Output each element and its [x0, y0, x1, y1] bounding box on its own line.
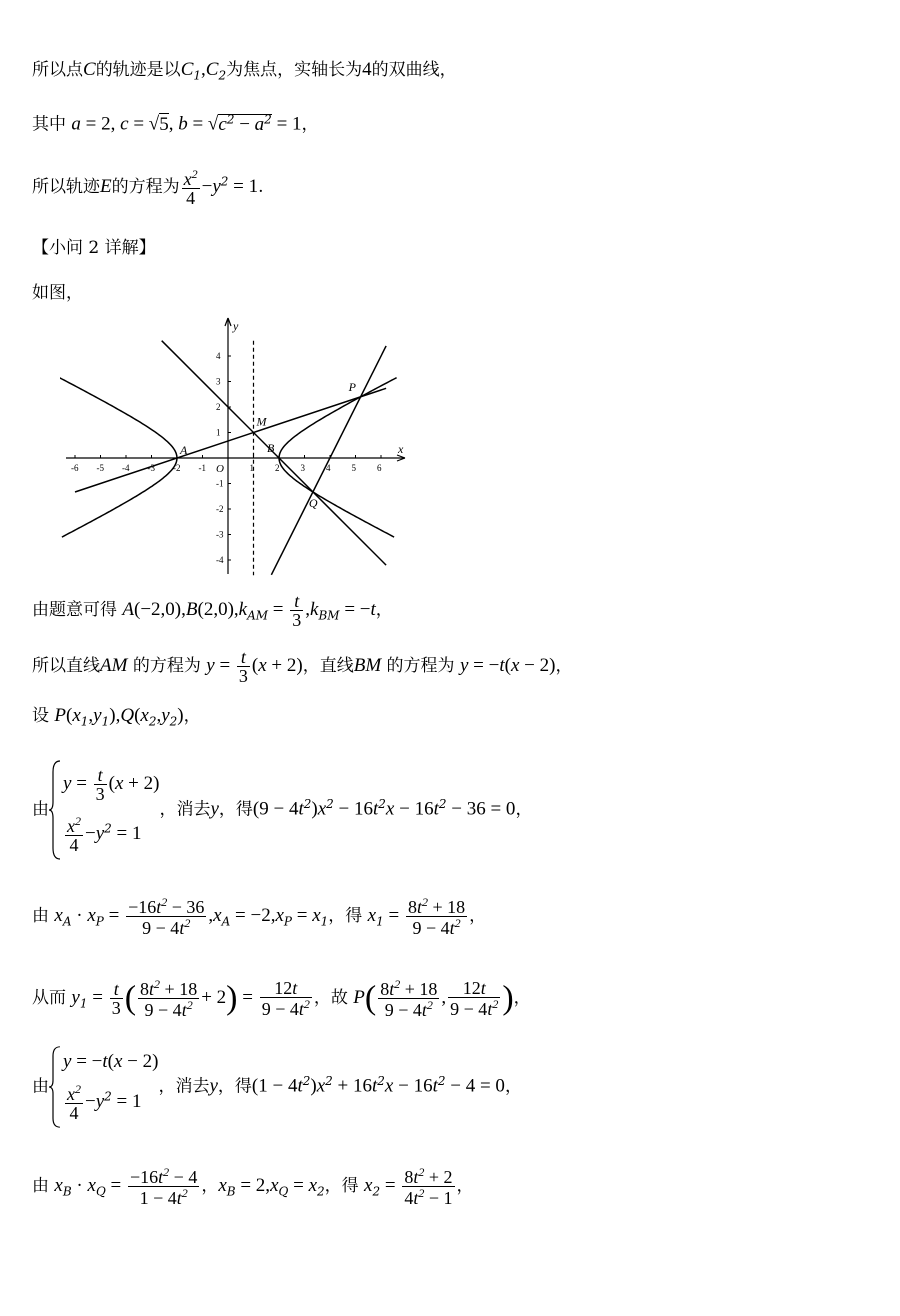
text-line-8: 设 $P(x_1,y_1),Q(x_2,y_2)$，: [32, 705, 201, 729]
section-heading: 【小问 2 详解】: [32, 238, 156, 258]
x-tick-label: 4: [326, 463, 331, 473]
text-line-9: 由 y = $\frac{t}{3}$ (x + 2) $\frac{x^2}{4}$ $-y^2 = 1$ ，消去y，得$(9 - 4t^2)x^2 - 16t^2x - 16t^2 - 36 = 0$，: [32, 760, 532, 860]
text-line-5: 如图，: [32, 283, 83, 303]
text-line-6: 由题意可得 $A(-2,0),B(2,0),k_{AM}$ = $\frac{t}{3}$ $,k_{BM} = -t$，: [32, 591, 393, 630]
point-label-A: A: [180, 443, 188, 457]
x-axis-label: x: [398, 442, 404, 456]
origin-label: O: [216, 463, 224, 475]
x-tick-label: 5: [351, 463, 356, 473]
x-tick-label: 1: [249, 463, 254, 473]
x-tick-label: 6: [377, 463, 382, 473]
y-axis-label: y: [233, 319, 239, 333]
y-tick-label: -2: [216, 504, 224, 514]
x-tick-label: -4: [122, 463, 130, 473]
y-tick-label: 2: [216, 402, 221, 412]
x-tick-label: -2: [173, 463, 181, 473]
text-line-2: 其中 a = 2, c = √5, $b = √c^2 - a^2 = 1$，: [32, 112, 319, 135]
x-tick-label: 2: [275, 463, 280, 473]
y-tick-label: 4: [216, 351, 221, 361]
y-tick-label: -4: [216, 555, 224, 565]
text-line-1: 所以点C的轨迹是以$C_1,C_2$为焦点，实轴长为4的双曲线，: [32, 59, 457, 83]
point-label-P: P: [348, 379, 356, 394]
text-line-7: 所以直线AM 的方程为 y = $\frac{t}{3}$ (x + 2)，直线BM 的方程为 y = −t(x − 2)，: [32, 647, 573, 686]
point-label-M: M: [256, 414, 267, 429]
y-tick-label: 1: [216, 427, 221, 438]
point-label-Q: Q: [308, 495, 318, 510]
x-tick-label: -6: [71, 463, 79, 473]
text-line-10: 由 $x_A \cdot x_P$ = $\frac{-16t^2 - 36}{9 - 4t^2}$ $,x_A = -2,x_P = x_1$，得 $x_1$ = $\frac{8t^2 + 18}{9 - 4t^2}$ ，: [32, 895, 487, 938]
x-tick-label: -1: [198, 463, 206, 473]
text-line-13: 由 $x_B \cdot x_Q$ = $\frac{-16t^2 - 4}{1 - 4t^2}$ ，$x_B = 2,x_Q = x_2$，得 $x_2$ = $\frac{8t^2 + 2}{4t^2 - 1}$ ，: [32, 1165, 474, 1208]
text-line-3: 所以轨迹E的方程为 $\frac{x^2}{4}$ $-y^2 = 1$.: [32, 167, 264, 208]
hyperbola-figure: [60, 312, 420, 582]
x-tick-label: 3: [300, 463, 305, 473]
point-label-B: B: [267, 441, 275, 455]
text-line-11: 从而 $y_1$ = $\frac{t}{3}$ ( $\frac{8t^2 + 18}{9 - 4t^2}$ + 2) = $\frac{12t}{9 - 4t^2}$ ，故 P( $\frac{8t^2 + 18}{9 - 4t^2}$ , $\frac{12t}{9 - 4t^2}$ )，: [32, 977, 531, 1020]
x-tick-label: -5: [96, 463, 104, 473]
y-tick-label: -3: [216, 529, 224, 540]
line-PQ: [271, 346, 386, 575]
text-line-12: 由 y = −t(x − 2) $\frac{x^2}{4}$ $-y^2 = 1$ ，消去y，得$(1 - 4t^2)x^2 + 16t^2x - 16t^2 - 4 = 0$，: [32, 1046, 522, 1128]
y-tick-label: -1: [216, 478, 224, 489]
y-tick-label: 3: [216, 376, 221, 387]
x-tick-label: -3: [147, 463, 155, 473]
